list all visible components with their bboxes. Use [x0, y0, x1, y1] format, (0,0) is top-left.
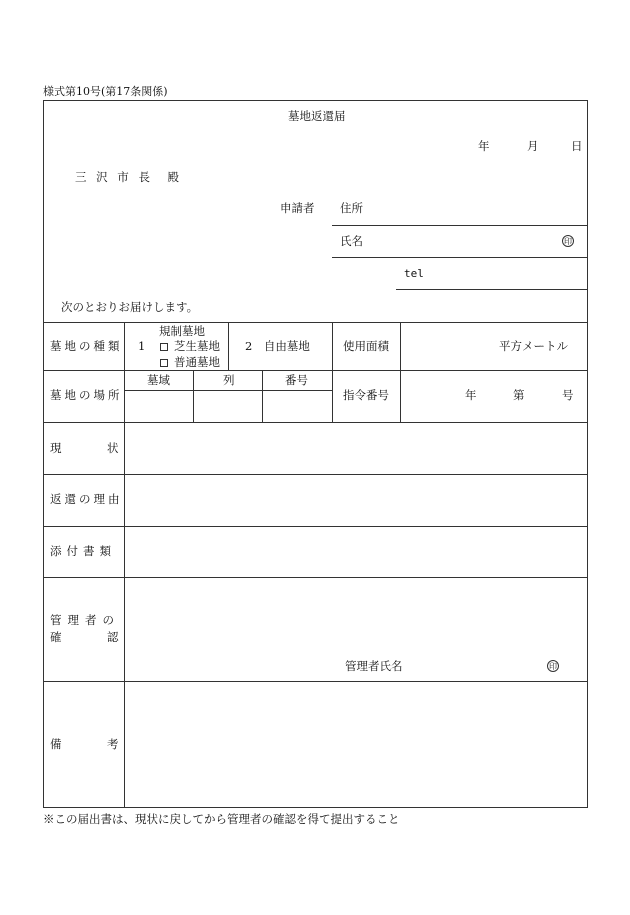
- order-dai: 第: [513, 388, 525, 402]
- col-number: 番号: [285, 373, 308, 387]
- col-row: 列: [223, 373, 235, 387]
- date-day: 日: [571, 139, 583, 153]
- attach-label: 添付書類: [50, 544, 116, 558]
- remarks-label-b: 考: [107, 737, 119, 751]
- date-year: 年: [478, 139, 490, 153]
- divider-col-block: [193, 370, 194, 422]
- divider-name: [332, 257, 588, 258]
- label-column-divider: [124, 322, 125, 808]
- lawn-label: 芝生墓地: [174, 339, 220, 353]
- tel-label: tel: [404, 267, 424, 280]
- divider-regulated: [228, 322, 229, 370]
- divider-area: [400, 322, 401, 422]
- applicant-label: 申請者: [280, 201, 315, 215]
- remarks-label-a: 備: [50, 737, 62, 751]
- manager-label-2a: 確: [50, 630, 62, 644]
- manager-label-1: 管理者の: [50, 613, 120, 627]
- normal-checkbox[interactable]: [160, 359, 168, 367]
- type-label: 墓地の種類: [50, 339, 123, 353]
- addressee: 三 沢 市 長 殿: [75, 170, 182, 184]
- type-option1-num: 1: [138, 339, 146, 353]
- intro-text: 次のとおりお届けします。: [61, 300, 199, 314]
- manager-name-label: 管理者氏名: [345, 659, 403, 673]
- status-label-b: 状: [107, 441, 119, 455]
- divider-col-row: [262, 370, 263, 422]
- date-month: 月: [527, 139, 539, 153]
- area-unit: 平方メートル: [499, 339, 568, 353]
- type-option2: 2 自由墓地: [245, 339, 310, 353]
- status-label-a: 現: [50, 441, 62, 455]
- location-label: 墓地の場所: [50, 388, 123, 402]
- seal-icon: 印: [564, 237, 572, 246]
- footnote: ※この届出書は、現状に戻してから管理者の確認を得て提出すること: [43, 812, 400, 826]
- address-label: 住所: [340, 201, 363, 215]
- normal-label: 普通墓地: [174, 355, 220, 369]
- divider-mid: [332, 322, 333, 422]
- divider-loc-sub: [124, 390, 332, 391]
- manager-seal-icon: 印: [549, 662, 557, 671]
- lawn-checkbox[interactable]: [160, 343, 168, 351]
- form-number: 様式第10号(第17条関係): [43, 85, 168, 98]
- regulated-label: 規制墓地: [159, 324, 205, 338]
- normal-option[interactable]: [160, 357, 220, 369]
- order-year: 年: [465, 388, 477, 402]
- reason-label: 返還の理由: [50, 492, 123, 506]
- area-label: 使用面積: [343, 339, 389, 353]
- order-go: 号: [562, 388, 574, 402]
- divider-tel: [396, 289, 588, 290]
- order-label: 指令番号: [343, 388, 389, 402]
- name-label: 氏名: [340, 234, 363, 248]
- form-title: 墓地返還届: [288, 109, 346, 123]
- lawn-option[interactable]: [160, 341, 220, 353]
- col-block: 墓域: [147, 373, 170, 387]
- divider-address: [332, 225, 588, 226]
- manager-label-2b: 認: [107, 630, 119, 644]
